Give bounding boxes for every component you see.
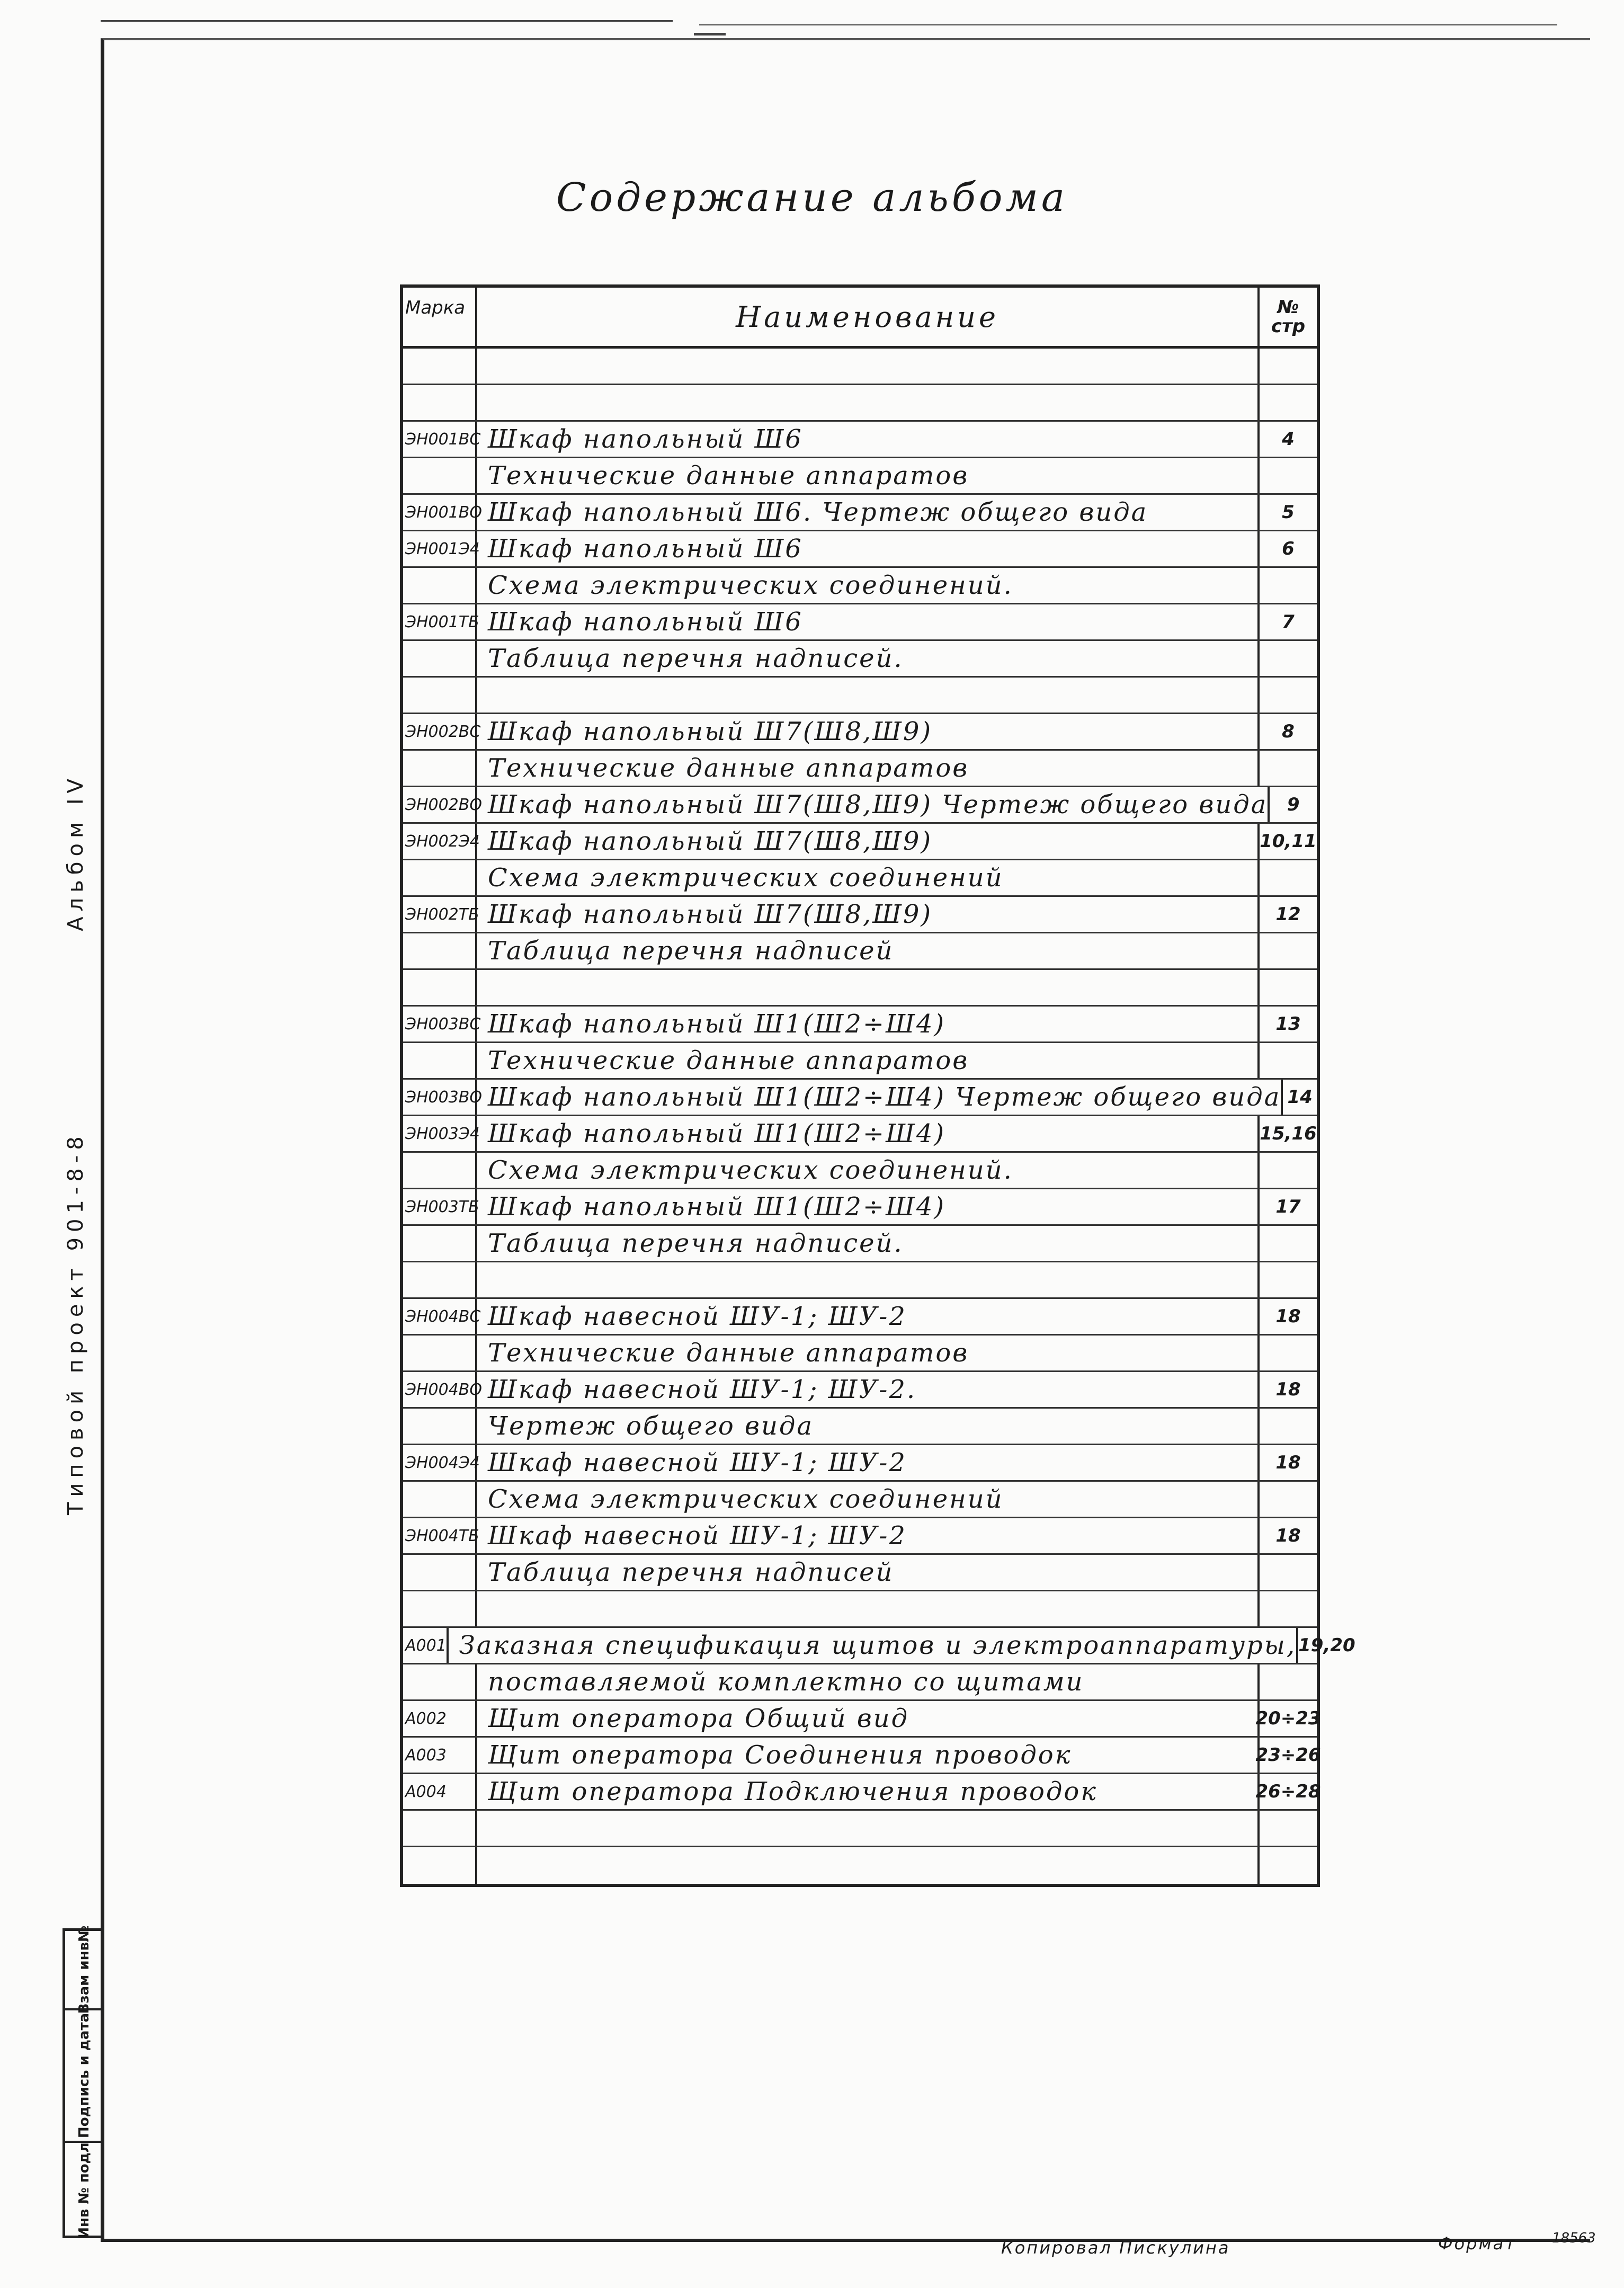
table-row xyxy=(403,1664,1317,1701)
approval-stamp xyxy=(63,1925,101,2239)
table-row xyxy=(403,970,1317,1007)
header-name: Наименование xyxy=(477,288,1260,346)
row-page xyxy=(1260,568,1317,603)
row-code: А004 xyxy=(403,1774,477,1809)
row-name: Шкаф напольный Ш7(Ш8,Ш9) xyxy=(477,897,1260,932)
row-name: Шкаф напольный Ш1(Ш2÷Ш4) xyxy=(477,1116,1260,1151)
stamp-label-original-inv: Инв № подл xyxy=(76,2142,92,2239)
row-name: Шкаф напольный Ш6 xyxy=(477,422,1260,457)
table-row xyxy=(403,1299,1317,1336)
row-page: 5 xyxy=(1282,502,1295,523)
table-row xyxy=(403,824,1317,860)
row-code xyxy=(403,1591,477,1626)
table-row xyxy=(403,1262,1317,1299)
row-name: Чертеж общего вида xyxy=(477,1409,1260,1444)
row-page: 18 xyxy=(1275,1306,1301,1327)
row-page xyxy=(1260,678,1317,713)
header-page xyxy=(1260,288,1317,346)
row-name: Шкаф напольный Ш7(Ш8,Ш9) Чертеж общего вида xyxy=(477,787,1270,822)
row-code xyxy=(403,1482,477,1517)
row-code xyxy=(403,860,477,895)
row-name xyxy=(477,678,1260,713)
row-code: А001 xyxy=(403,1628,449,1663)
row-code: ЭН001Э4 xyxy=(403,531,477,566)
row-code xyxy=(403,385,477,420)
table-row xyxy=(403,1043,1317,1080)
row-name: Шкаф навесной ШУ-1; ШУ-2 xyxy=(477,1445,1260,1480)
table-header xyxy=(403,288,1317,349)
row-page: 14 xyxy=(1287,1087,1313,1108)
row-code: ЭН001ВС xyxy=(403,422,477,457)
row-code: ЭН004Э4 xyxy=(403,1445,477,1480)
row-page: 4 xyxy=(1282,429,1295,450)
row-code xyxy=(403,1262,477,1297)
table-row xyxy=(403,1847,1317,1884)
table-row xyxy=(403,1774,1321,1811)
row-page: 26÷28 xyxy=(1255,1781,1321,1802)
row-code: ЭН002ВС xyxy=(403,714,477,749)
row-page xyxy=(1260,1262,1317,1297)
row-page: 7 xyxy=(1282,611,1295,633)
row-name xyxy=(477,1591,1260,1626)
contents-table xyxy=(400,284,1355,1887)
row-name xyxy=(477,385,1260,420)
table-row xyxy=(403,1153,1317,1189)
row-page: 12 xyxy=(1275,904,1301,925)
stamp-cell-original-inv xyxy=(65,2143,103,2238)
row-name: Технические данные аппаратов xyxy=(477,751,1260,786)
row-page xyxy=(1260,1482,1317,1517)
row-code xyxy=(403,1409,477,1444)
table-row xyxy=(403,1628,1355,1664)
header-page-abbr: стр xyxy=(1271,316,1306,337)
row-code xyxy=(403,1153,477,1188)
table-row xyxy=(403,1518,1317,1555)
table-row xyxy=(403,1226,1317,1262)
stamp-cell-replace-inv xyxy=(65,1925,103,2014)
table-row xyxy=(403,933,1317,970)
table-row xyxy=(403,1738,1321,1774)
row-page: 19,20 xyxy=(1298,1635,1355,1656)
row-page: 20÷23 xyxy=(1255,1708,1321,1729)
row-code: ЭН002Э4 xyxy=(403,824,477,859)
row-name: Щит оператора Соединения проводок xyxy=(477,1738,1260,1773)
row-page xyxy=(1260,1591,1317,1626)
copied-by: Копировал Пискулина xyxy=(1001,2238,1230,2258)
side-caption xyxy=(64,773,95,1515)
table-row xyxy=(403,787,1317,824)
row-name: Шкаф навесной ШУ-1; ШУ-2 xyxy=(477,1299,1260,1334)
table-row xyxy=(403,1591,1317,1628)
row-name xyxy=(477,970,1260,1005)
row-page xyxy=(1260,349,1317,384)
row-name: Технические данные аппаратов xyxy=(477,1043,1260,1078)
row-page xyxy=(1260,860,1317,895)
project-caption: Типовой проект 901-8-8 xyxy=(64,1131,88,1515)
table-row xyxy=(403,1482,1317,1518)
row-name: Шкаф напольный Ш6 xyxy=(477,604,1260,639)
row-code xyxy=(403,1555,477,1590)
row-name: Шкаф напольный Ш7(Ш8,Ш9) xyxy=(477,824,1260,859)
row-page xyxy=(1260,1043,1317,1078)
row-code xyxy=(403,1336,477,1370)
table-row xyxy=(403,678,1317,714)
row-code: ЭН004ВС xyxy=(403,1299,477,1334)
stamp-label-signature-date: Подпись и дата xyxy=(76,2013,92,2139)
row-name: Технические данные аппаратов xyxy=(477,458,1260,493)
table-row xyxy=(403,1555,1317,1591)
row-page: 18 xyxy=(1275,1379,1301,1400)
row-code xyxy=(403,641,477,676)
row-code xyxy=(403,933,477,968)
row-page: 15,16 xyxy=(1260,1123,1317,1144)
row-code xyxy=(403,1811,477,1846)
table-row xyxy=(403,641,1317,678)
table-row xyxy=(403,1811,1317,1847)
row-page xyxy=(1260,933,1317,968)
row-code xyxy=(403,678,477,713)
row-code: ЭН001ТБ xyxy=(403,604,477,639)
row-page xyxy=(1260,458,1317,493)
row-code xyxy=(403,458,477,493)
row-name: Шкаф напольный Ш1(Ш2÷Ш4) xyxy=(477,1007,1260,1041)
row-page xyxy=(1260,970,1317,1005)
row-page xyxy=(1260,1811,1317,1846)
row-name: Таблица перечня надписей. xyxy=(477,641,1260,676)
top-rule-right xyxy=(699,24,1557,25)
row-code: ЭН001ВО xyxy=(403,495,477,530)
row-code xyxy=(403,568,477,603)
table-row xyxy=(403,1080,1317,1116)
row-code xyxy=(403,349,477,384)
row-code xyxy=(403,751,477,786)
album-caption: Альбом IV xyxy=(64,773,88,931)
row-name: поставляемой комплектно со щитами xyxy=(477,1664,1260,1699)
table-row xyxy=(403,897,1317,933)
row-page xyxy=(1260,1847,1317,1884)
row-code xyxy=(403,1226,477,1261)
stamp-cell-signature-date xyxy=(65,2010,103,2143)
row-page: 18 xyxy=(1275,1452,1301,1473)
table-row xyxy=(403,495,1317,531)
row-page: 6 xyxy=(1282,538,1295,559)
row-page: 9 xyxy=(1287,794,1300,815)
table-row xyxy=(403,1701,1321,1738)
row-code: ЭН002ТБ xyxy=(403,897,477,932)
format-label: Формат xyxy=(1438,2233,1516,2254)
row-code: А003 xyxy=(403,1738,477,1773)
row-name: Шкаф напольный Ш1(Ш2÷Ш4) Чертеж общего вида xyxy=(477,1080,1283,1115)
row-page xyxy=(1260,385,1317,420)
top-rule-left xyxy=(101,20,673,22)
stamp-label-replace-inv: Взам инв№ xyxy=(76,1925,92,2014)
row-page xyxy=(1260,751,1317,786)
table-row xyxy=(403,1336,1317,1372)
row-code: ЭН003ВС xyxy=(403,1007,477,1041)
table-row xyxy=(403,1445,1317,1482)
row-name: Схема электрических соединений xyxy=(477,860,1260,895)
row-page: 13 xyxy=(1275,1013,1301,1035)
table-row xyxy=(403,714,1317,751)
row-code: ЭН002ВО xyxy=(403,787,477,822)
row-name xyxy=(477,1262,1260,1297)
row-name: Схема электрических соединений. xyxy=(477,568,1260,603)
row-name: Технические данные аппаратов xyxy=(477,1336,1260,1370)
table-row xyxy=(403,422,1317,458)
row-code xyxy=(403,970,477,1005)
row-name: Шкаф напольный Ш1(Ш2÷Ш4) xyxy=(477,1189,1260,1224)
row-code xyxy=(403,1847,477,1884)
table-row xyxy=(403,751,1317,787)
row-name: Щит оператора Общий вид xyxy=(477,1701,1260,1736)
table-row xyxy=(403,349,1317,385)
row-code: ЭН003Э4 xyxy=(403,1116,477,1151)
row-name: Таблица перечня надписей xyxy=(477,933,1260,968)
row-name: Шкаф навесной ШУ-1; ШУ-2 xyxy=(477,1518,1260,1553)
row-code: ЭН003ТБ xyxy=(403,1189,477,1224)
table-body xyxy=(403,349,1355,1884)
row-page xyxy=(1260,641,1317,676)
row-page xyxy=(1260,1664,1317,1699)
table-row xyxy=(403,1409,1317,1445)
row-name: Шкаф напольный Ш6. Чертеж общего вида xyxy=(477,495,1260,530)
row-name xyxy=(477,1811,1260,1846)
table-row xyxy=(403,568,1317,604)
table-row xyxy=(403,604,1317,641)
row-name: Шкаф напольный Ш6 xyxy=(477,531,1260,566)
row-name: Заказная спецификация щитов и электроаппаратуры, xyxy=(449,1628,1298,1663)
album-title: Содержание альбома xyxy=(556,175,1068,220)
row-code xyxy=(403,1043,477,1078)
row-page xyxy=(1260,1226,1317,1261)
row-name: Таблица перечня надписей. xyxy=(477,1226,1260,1261)
top-rule-mark xyxy=(694,33,726,35)
row-code xyxy=(403,1664,477,1699)
row-name xyxy=(477,1847,1260,1884)
row-page xyxy=(1260,1336,1317,1370)
row-page: 23÷26 xyxy=(1255,1744,1321,1766)
row-page: 18 xyxy=(1275,1525,1301,1546)
table-row xyxy=(403,860,1317,897)
row-page: 10,11 xyxy=(1260,831,1317,852)
row-code: ЭН004ВО xyxy=(403,1372,477,1407)
row-code: ЭН004ТБ xyxy=(403,1518,477,1553)
row-name: Схема электрических соединений. xyxy=(477,1153,1260,1188)
row-name: Щит оператора Подключения проводок xyxy=(477,1774,1260,1809)
table-row xyxy=(403,1007,1317,1043)
row-page: 8 xyxy=(1282,721,1295,742)
table-row xyxy=(403,1116,1317,1153)
table-row xyxy=(403,385,1317,422)
row-page xyxy=(1260,1555,1317,1590)
row-code: А002 xyxy=(403,1701,477,1736)
header-code: Марка xyxy=(403,288,477,346)
row-name: Таблица перечня надписей xyxy=(477,1555,1260,1590)
table-row xyxy=(403,458,1317,495)
row-name: Шкаф навесной ШУ-1; ШУ-2. xyxy=(477,1372,1260,1407)
table-row xyxy=(403,1372,1317,1409)
row-code: ЭН003ВО xyxy=(403,1080,477,1115)
row-name: Шкаф напольный Ш7(Ш8,Ш9) xyxy=(477,714,1260,749)
row-name xyxy=(477,349,1260,384)
row-page xyxy=(1260,1409,1317,1444)
format-value: 18563 xyxy=(1552,2230,1596,2246)
header-page-number-sign: № xyxy=(1277,297,1299,318)
table-row xyxy=(403,1189,1317,1226)
row-name: Схема электрических соединений xyxy=(477,1482,1260,1517)
row-page xyxy=(1260,1153,1317,1188)
table-row xyxy=(403,531,1317,568)
row-page: 17 xyxy=(1275,1196,1301,1217)
